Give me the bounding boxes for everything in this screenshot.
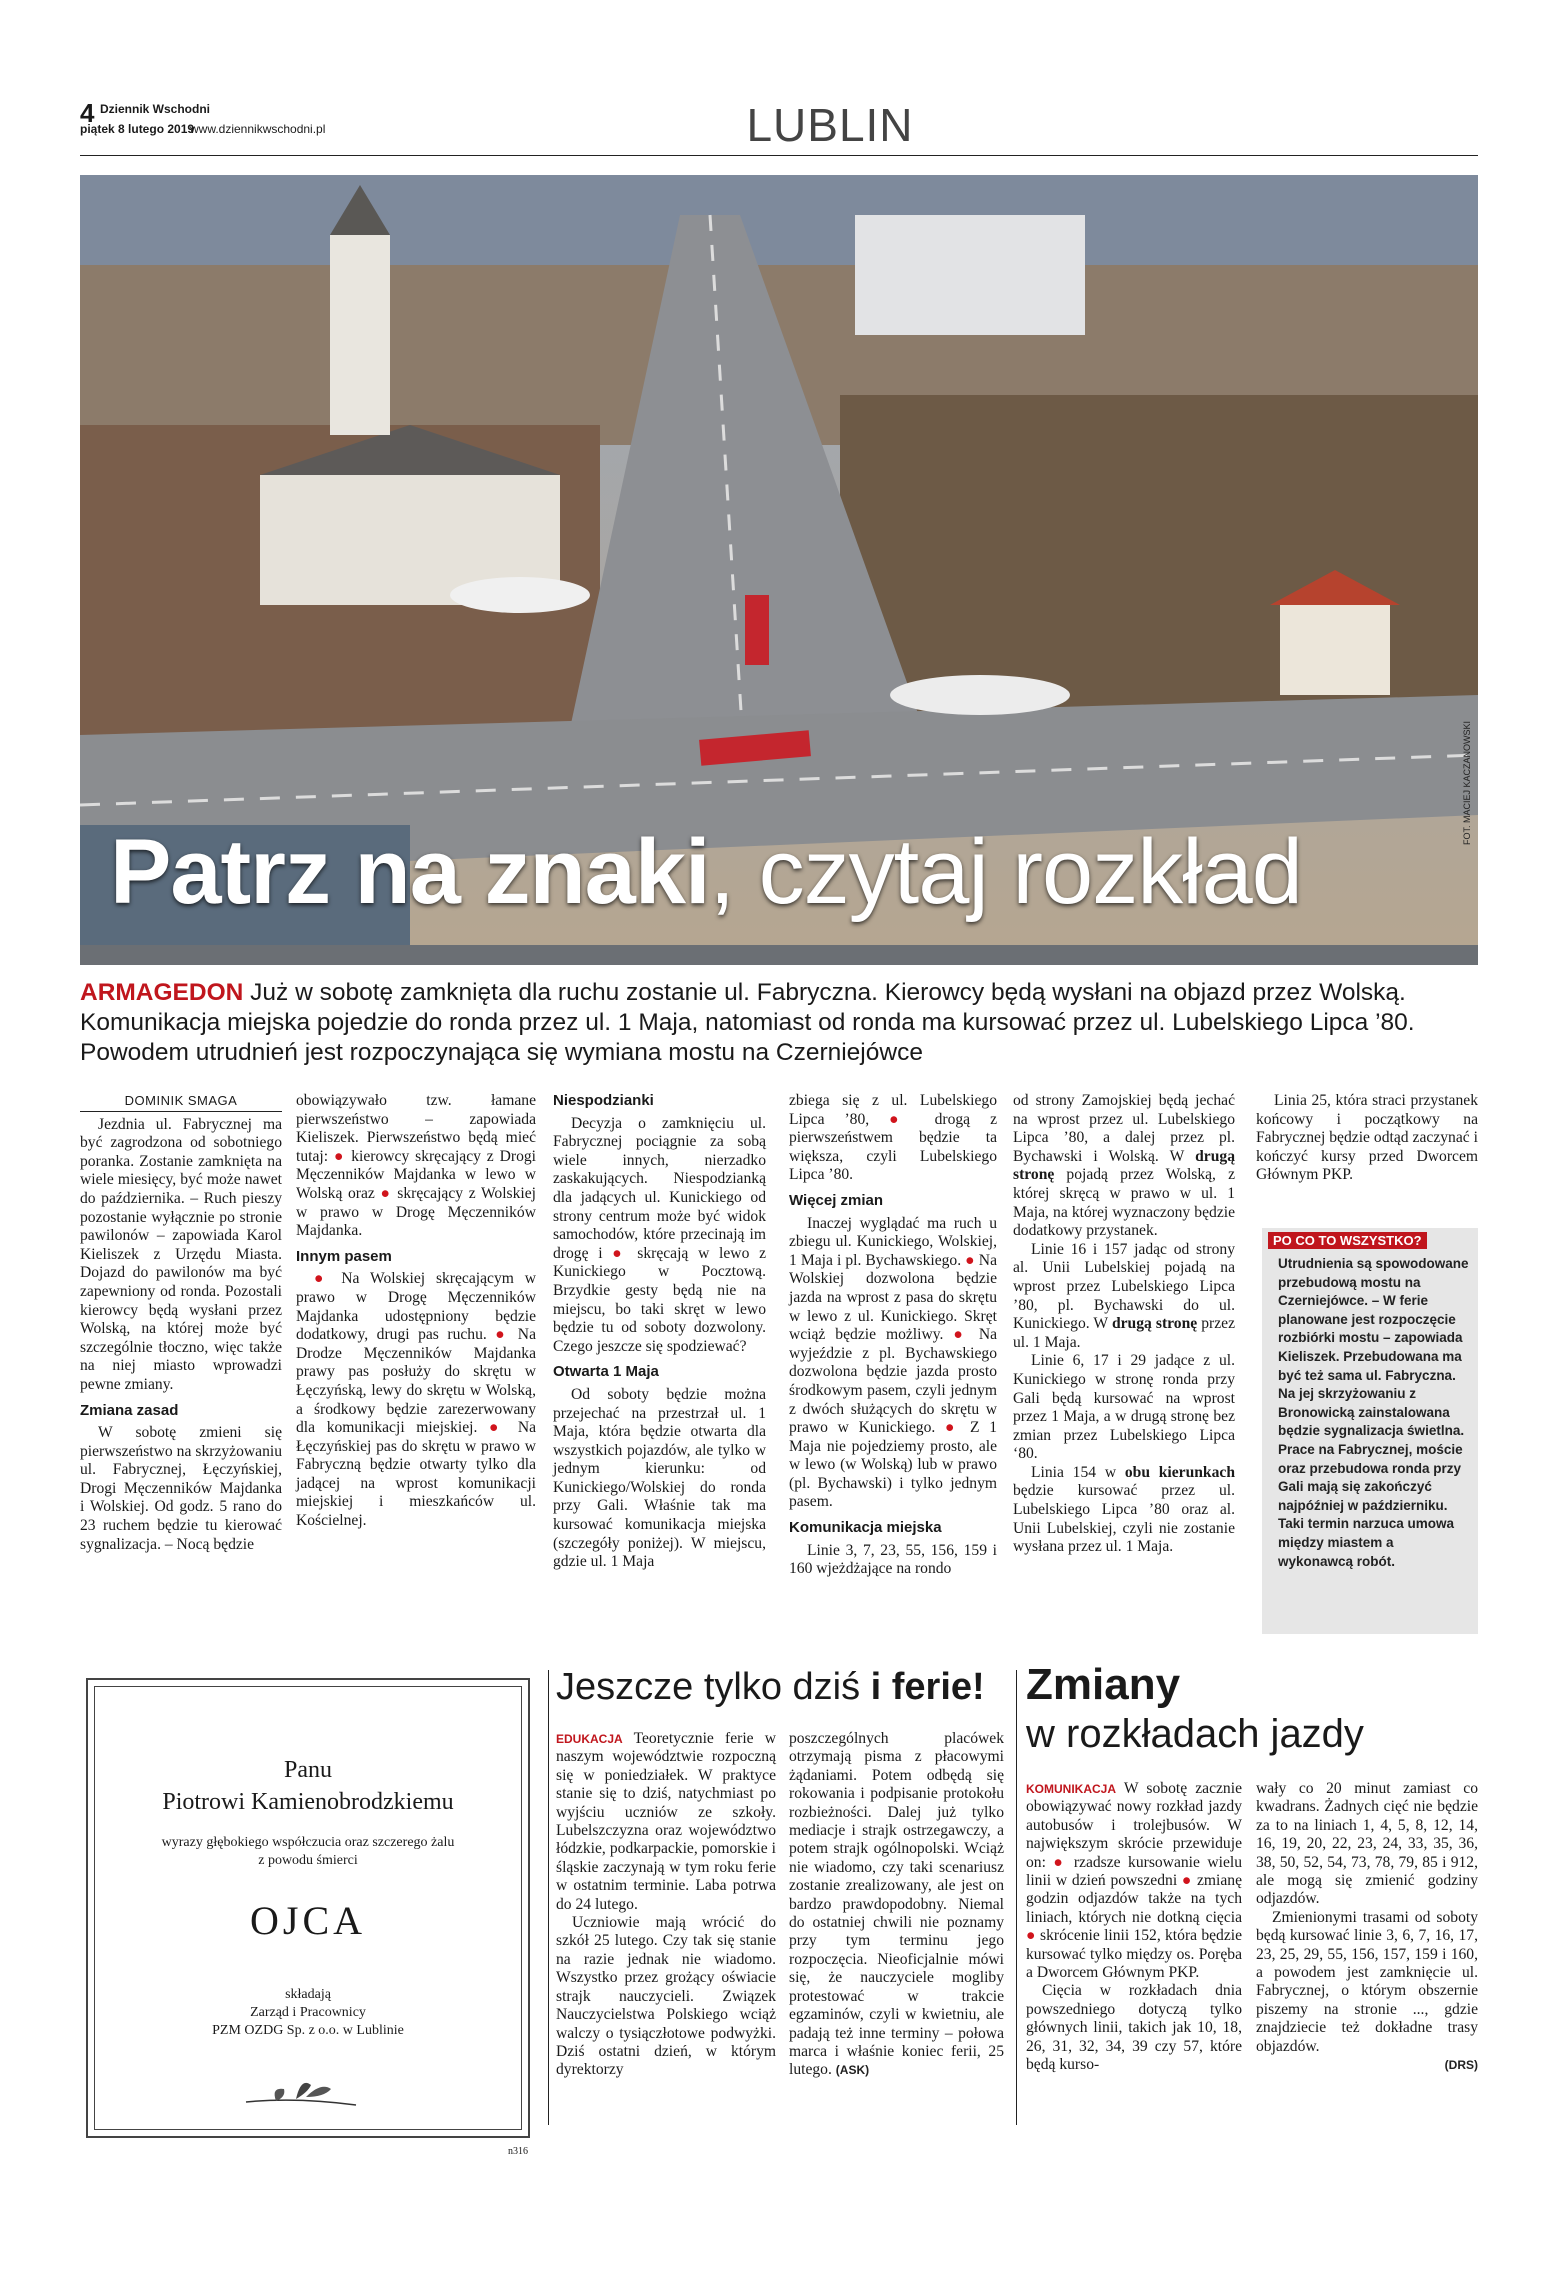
zmiany-subheadline: w rozkładach jazdy bbox=[1026, 1712, 1364, 1756]
text-run: Na Łęczyńskiej pas do skrętu w prawo w Fabryczną będzie otwarty tylko dla jadącej na wprost komunikacji miejskiej i mieszkańców ul. Kościelnej. bbox=[296, 1419, 536, 1530]
column-divider bbox=[1016, 1670, 1017, 2125]
text-run: będzie kursować przez ul. Lubelskiego Lipca ’80 oraz al. Unii Lubelskiej, czyli nie zostanie wysłana przez ul. 1 Maja. bbox=[1013, 1482, 1235, 1556]
text-run: rzadsze kursowanie wielu linii w dzień powszedni bbox=[1026, 1853, 1243, 1890]
header-rule bbox=[80, 155, 1478, 156]
obituary-big-word: OJCA bbox=[249, 1898, 367, 1943]
lead-text: Już w sobotę zamknięta dla ruchu zostanie ul. Fabryczna. Kierowcy będą wysłani na objazd przez Wolską. Komunikacja miejska pojedzie do ronda przez ul. 1 Maja, natomiast od ronda ma kursować przez ul. Lubelskiego Lipca ’80. Powodem utrudnień jest rozpoczynająca się wymiana mostu na Czerniejówce bbox=[80, 979, 1415, 1066]
zmiany-column-2 bbox=[1256, 1780, 1478, 2075]
obituary-notice bbox=[86, 1678, 530, 2138]
lead-kicker: ARMAGEDON bbox=[80, 979, 244, 1006]
text-run: poszczególnych placówek otrzymają pisma z płacowymi żądaniami. Potem odbędą się rokowania i podpisanie protokołu rozbieżności. Dalej już tylko mediacje i strajk ostrzegawczy, a potem strajk ogólnopolski. Wciąż nie wiadomo, czy taki scenariusz zostanie zrealizowany, ale jest on bardzo prawdopodobny. Niemal do ostatniej chwili nie poznamy przy tym terminu jego rozpoczęcia. Nieoficjalnie mówi się, że nauczyciele mogliby protestować w trakcie egzaminów, czyli w kwietniu, ale padają też inne terminy – połowa marca i właśnie koniec ferii, 25 lutego. bbox=[789, 1730, 1004, 2079]
paragraph: Od soboty będzie można przejechać na przestrzał ul. 1 Maja, która będzie otwarta dla wszystkich pojazdów, ale tylko w jednym kierunku: od Kunickiego/Wolskiej do ronda przy Gali. Właśnie tak ma kursować komunikacja miejska (szczegóły poniżej). W miejscu, gdzie ul. 1 Maja bbox=[553, 1385, 766, 1571]
paragraph: wały co 20 minut zamiast co kwadrans. Żadnych cięć nie będzie za to na liniach 1, 4, 5, 8, 12, 14, 16, 19, 20, 22, 23, 24, 33, 35, 36, 38, 50, 52, 54, 73, 78, 79, 85 i 912, ale mogą się zmienić godziny odjazdów. bbox=[1256, 1780, 1478, 1908]
column-divider bbox=[548, 1670, 549, 2125]
text-run: Inaczej wyglądać ma ruch u zbiegu ul. Kunickiego, Wolskiej, 1 Maja i pl. Bychawskiego. bbox=[789, 1214, 997, 1269]
bullet-dot-icon: ● bbox=[380, 1184, 392, 1202]
subheading: Więcej zmian bbox=[789, 1191, 884, 1209]
text-run: skrócenie linii 152, która będzie kursować tylko między os. Poręba a Dworcem Głównym PKP. bbox=[1026, 1927, 1243, 1982]
text-run: Na Wolskiej skręcającym w prawo w Drogę Męczenników Majdanka udostępniony będzie dodatkowy, drugi pas ruchu. bbox=[296, 1270, 536, 1344]
bullet-dot-icon: ● bbox=[1053, 1853, 1067, 1871]
text-run: skręcający z Wolskiej w prawo w Drogę Męczenników Majdanka. bbox=[296, 1184, 537, 1240]
sidebar-text: Utrudnienia są spowodowane przebudową mostu na Czerniejówce. – W ferie planowane jest rozpoczęcie rozbiórki mostu – zapowiada Kieliszek. Przebudowana ma być też sama ul. Fabryczna. Na jej skrzyżowaniu z Bronowicką zainstalowana będzie sygnalizacja świetlna. Prace na Fabrycznej, moście oraz przebudowa ronda przy Gali mają się zakończyć najpóźniej w październiku. Taki termin narzuca umowa między miastem a wykonawcą robót. bbox=[1278, 1256, 1469, 1569]
zmiany-headline: Zmiany bbox=[1026, 1660, 1181, 1709]
author-sign-row bbox=[1256, 2056, 1478, 2074]
byline: DOMINIK SMAGA bbox=[80, 1092, 282, 1112]
paragraph: Linie 3, 7, 23, 55, 156, 159 i 160 wjeżdżające na rondo bbox=[789, 1541, 997, 1578]
text-run: Z 1 Maja nie pojedziemy prosto, ale w lewo (w Wolską) lub w prawo (pl. Bychawski) i tylko jednym pasem. bbox=[789, 1419, 997, 1511]
headline-light: , czytaj rozkład bbox=[709, 821, 1302, 923]
lead-paragraph bbox=[80, 978, 1480, 1068]
paragraph: W sobotę zmieni się pierwszeństwo na skrzyżowaniu ul. Fabrycznej, Łęczyńskiej, Drogi Męczenników Majdanka i Wolskiej. Od godz. 5 rano do 23 ruchem będzie tu kierować sygnalizacja. – Nocą będzie bbox=[80, 1424, 282, 1553]
flower-ornament-icon bbox=[95, 2067, 521, 2117]
article-column-6 bbox=[1256, 1092, 1478, 1185]
article-column-3 bbox=[553, 1092, 766, 1572]
text-run: zmianę godzin odjazdów także na tych liniach, których nie dotkną cięcia bbox=[1026, 1872, 1243, 1926]
text-run: kierowcy skręcający z Drogi Męczenników Majdanka w lewo w Wolską oraz bbox=[296, 1147, 536, 1202]
obituary-inner-frame bbox=[94, 1686, 522, 2130]
website-link[interactable]: www.dziennikwschodni.pl bbox=[190, 122, 326, 136]
text-run-bold: drugą stronę bbox=[1111, 1315, 1198, 1333]
text-run: od strony Zamojskiej będą jechać na wprost przez ul. Lubelskiego Lipca ’80, a dalej przez pl. Bychawski i Wolską. W bbox=[1013, 1092, 1235, 1165]
subheading: Innym pasem bbox=[296, 1247, 392, 1265]
paragraph bbox=[556, 1730, 776, 1914]
subheading: Niespodzianki bbox=[553, 1092, 654, 1109]
author-sign: (DRS) bbox=[1444, 2058, 1478, 2073]
article-tag: KOMUNIKACJA bbox=[1026, 1782, 1116, 1796]
bullet-dot-icon: ● bbox=[612, 1244, 628, 1262]
article-column-4 bbox=[789, 1092, 997, 1579]
obituary-line: Zarząd i Pracownicy bbox=[250, 2005, 366, 2020]
bullet-dot-icon: ● bbox=[953, 1326, 969, 1344]
obituary-line: Panu bbox=[284, 1757, 332, 1783]
paragraph bbox=[1013, 1464, 1235, 1557]
section-title: LUBLIN bbox=[746, 99, 914, 151]
publication-name: Dziennik Wschodni bbox=[100, 102, 211, 116]
obituary-name: Piotrowi Kamienobrodzkiemu bbox=[162, 1789, 454, 1815]
ferie-headline bbox=[556, 1666, 985, 1709]
bullet-dot-icon: ● bbox=[314, 1270, 331, 1288]
paragraph bbox=[1013, 1241, 1235, 1353]
ferie-column-1 bbox=[556, 1730, 776, 2080]
headline-bold: i ferie! bbox=[870, 1666, 985, 1708]
article-column-1 bbox=[80, 1092, 282, 1554]
obituary-line: składają bbox=[285, 1987, 331, 2002]
text-run: zbiega się z ul. Lubelskiego Lipca ’80, bbox=[789, 1092, 997, 1128]
paragraph: Cięcia w rozkładach dnia powszedniego dotyczą tylko głównych linii, takich jak 10, 18, 26, 31, 32, 34, 39 czy 57, które będą kurso- bbox=[1026, 1982, 1242, 2074]
text-run: obowiązywało tzw. łamane pierwszeństwo – zapowiada Kieliszek. Pierwszeństwo będą mieć tutaj: bbox=[296, 1092, 536, 1165]
text-run: Na Wolskiej dozwolona będzie jazda na wprost z pasa do skrętu w lewo z ul. Kunickiego. Skręt wciąż będzie możliwy. bbox=[789, 1251, 997, 1344]
obituary-line: wyrazy głębokiego współczucia oraz szczerego żalu bbox=[161, 1835, 455, 1850]
text-run: Na Drodze Męczenników Majdanka prawy pas posłuży do skrętu w Łęczyńską, lewy do skrętu w Wolską, a środkowy będzie zarezerwowany dla komunikacji miejskiej. bbox=[296, 1326, 536, 1437]
text-run-bold: obu kierunkach bbox=[1124, 1463, 1235, 1481]
issue-date: piątek 8 lutego 2019 bbox=[80, 122, 195, 136]
article-column-2 bbox=[296, 1092, 536, 1531]
paragraph bbox=[789, 1215, 997, 1513]
paragraph bbox=[296, 1270, 536, 1530]
text-run: przez ul. 1 Maja. bbox=[1013, 1315, 1235, 1351]
paragraph bbox=[789, 1730, 1004, 2080]
zmiany-column-1 bbox=[1026, 1780, 1242, 2075]
paragraph: Uczniowie mają wrócić do szkół 25 lutego. Czy tak się stanie na razie jednak nie wiadomo. Wszystko przez grożący oświacie strajk nauczycieli. Związek Nauczycielstwa Polskiego wciąż walczy o tysiączłotowe podwyżki. Dziś ostatni dzień, w którym dyrektorzy bbox=[556, 1914, 776, 2079]
paragraph bbox=[1026, 1780, 1242, 1982]
paragraph bbox=[553, 1115, 766, 1357]
ad-code: n316 bbox=[508, 2146, 528, 2157]
paragraph bbox=[296, 1092, 536, 1241]
text-run: Teoretycznie ferie w naszym województwie rozpoczną się w poniedziałek. W praktyce stanie się to dziś, natychmiast po wyjściu uczniów ze szkoły. Lubelszczyzna oraz województwo łódzkie, podkarpackie, pomorskie i śląskie zaczynają w tym roku ferie w ostatnim terminie. Laba potrwa do 24 lutego. bbox=[556, 1730, 776, 1913]
headline-bold: Patrz na znaki bbox=[110, 821, 710, 923]
bullet-dot-icon: ● bbox=[333, 1147, 346, 1165]
text-run: pojadą przez Wolską, z której skręcą w prawo w ul. 1 Maja, na której wyznaczony będzie dodatkowy przystanek. bbox=[1013, 1166, 1235, 1240]
obituary-line: z powodu śmierci bbox=[258, 1853, 358, 1868]
bullet-dot-icon: ● bbox=[945, 1419, 961, 1437]
author-sign: (ASK) bbox=[835, 2063, 870, 2078]
sidebar-label: PO CO TO WSZYSTKO? bbox=[1268, 1232, 1427, 1249]
bullet-dot-icon: ● bbox=[1181, 1872, 1193, 1890]
headline bbox=[110, 820, 1302, 925]
page-number: 4 bbox=[80, 98, 95, 128]
text-run: W sobotę zacznie obowiązywać nowy rozkład jazdy autobusów i trolejbusów. W największym skrócie przewiduje on: bbox=[1026, 1780, 1242, 1871]
bullet-dot-icon: ● bbox=[965, 1251, 975, 1269]
paragraph: Jezdnia ul. Fabrycznej ma być zagrodzona od sobotniego poranka. Zostanie zamknięta na wiele miesięcy, być może nawet do października. – Ruch pieszy pozostanie wyłącznie po stronie pawilonów – zapowiada Karol Kieliszek z Urzędu Miasta. Dojazd do pawilonów ma być zapewniony od ronda. Pozostali kierowcy będą wysłani przez Wolską, na której może być szczególnie tłoczno, więc także na niej miasto wprowadzi pewne zmiany. bbox=[80, 1115, 282, 1393]
bullet-dot-icon: ● bbox=[495, 1326, 510, 1344]
ferie-column-2 bbox=[789, 1730, 1004, 2080]
paragraph bbox=[1013, 1092, 1235, 1241]
paragraph: Zmienionymi trasami od soboty będą kursować linie 3, 6, 7, 16, 17, 23, 25, 29, 55, 156, 157, 159 i 160, a powodem jest zamknięcie ul. Fabrycznej, o którym obszernie piszemy na stronie ..., gdzie znajdziecie też dokładne trasy objazdów. bbox=[1256, 1908, 1478, 2055]
subheading: Otwarta 1 Maja bbox=[553, 1363, 659, 1381]
photo-credit: FOT. MACIEJ KACZANOWSKI bbox=[1462, 720, 1472, 845]
article-column-5 bbox=[1013, 1092, 1235, 1557]
bullet-dot-icon: ● bbox=[889, 1110, 915, 1128]
paragraph: Linie 6, 17 i 29 jadące z ul. Kunickiego w stronę ronda przy Gali będą kursować na wprost przez 1 Maja, a w drugą stronę bez zmian przez Lubelskiego Lipca ‘80. bbox=[1013, 1352, 1235, 1463]
subheading: Komunikacja miejska bbox=[789, 1519, 942, 1537]
subheading: Zmiana zasad bbox=[80, 1401, 179, 1419]
headline-light: Jeszcze tylko dziś bbox=[556, 1666, 871, 1708]
bullet-dot-icon: ● bbox=[1026, 1927, 1036, 1945]
text-run-bold: drugą stronę bbox=[1013, 1147, 1235, 1184]
text-run: drogą z pierwszeństwem będzie ta większa, czyli Lubelskiego Lipca ’80. bbox=[789, 1110, 997, 1184]
bullet-dot-icon: ● bbox=[489, 1419, 507, 1437]
obituary-line: PZM OZDG Sp. z o.o. w Lublinie bbox=[212, 2023, 404, 2038]
text-run: Linia 154 w bbox=[1031, 1463, 1125, 1481]
text-run: skręcają w lewo z Kunickiego w Pocztową. Brzydkie gesty będą nie na miejscu, bo taki skręt w lewo będzie tu od soboty dozwolony. Czego jeszcze się spodziewać? bbox=[553, 1244, 767, 1355]
text-run: Linie 16 i 157 jadąc od strony al. Unii Lubelskiej pojadą na wprost przez Lubelskiego Lipca ’80, pl. Bychawski do ul. Kunickiego. W bbox=[1013, 1240, 1235, 1333]
paragraph bbox=[789, 1092, 997, 1185]
text-run: Decyzja o zamknięciu ul. Fabrycznej pociągnie za sobą wiele innych, nierzadko zaskakujących. Niespodzianką dla jadących ul. Kunickiego od strony centrum może być widok samochodów, które przecinają im drogę i bbox=[553, 1114, 766, 1262]
text-run: Na wyjeździe z pl. Bychawskiego dozwolona będzie jazda prosto środkowym pasem, czyli jednym z dwóch służących do skrętu w prawo w Kunickiego. bbox=[789, 1326, 997, 1437]
paragraph: Linia 25, która straci przystanek końcowy i początkowy na Fabrycznej będzie odtąd zaczynać i kończyć kursy przed Dworcem Głównym PKP. bbox=[1256, 1092, 1478, 1184]
article-tag: EDUKACJA bbox=[556, 1732, 623, 1746]
